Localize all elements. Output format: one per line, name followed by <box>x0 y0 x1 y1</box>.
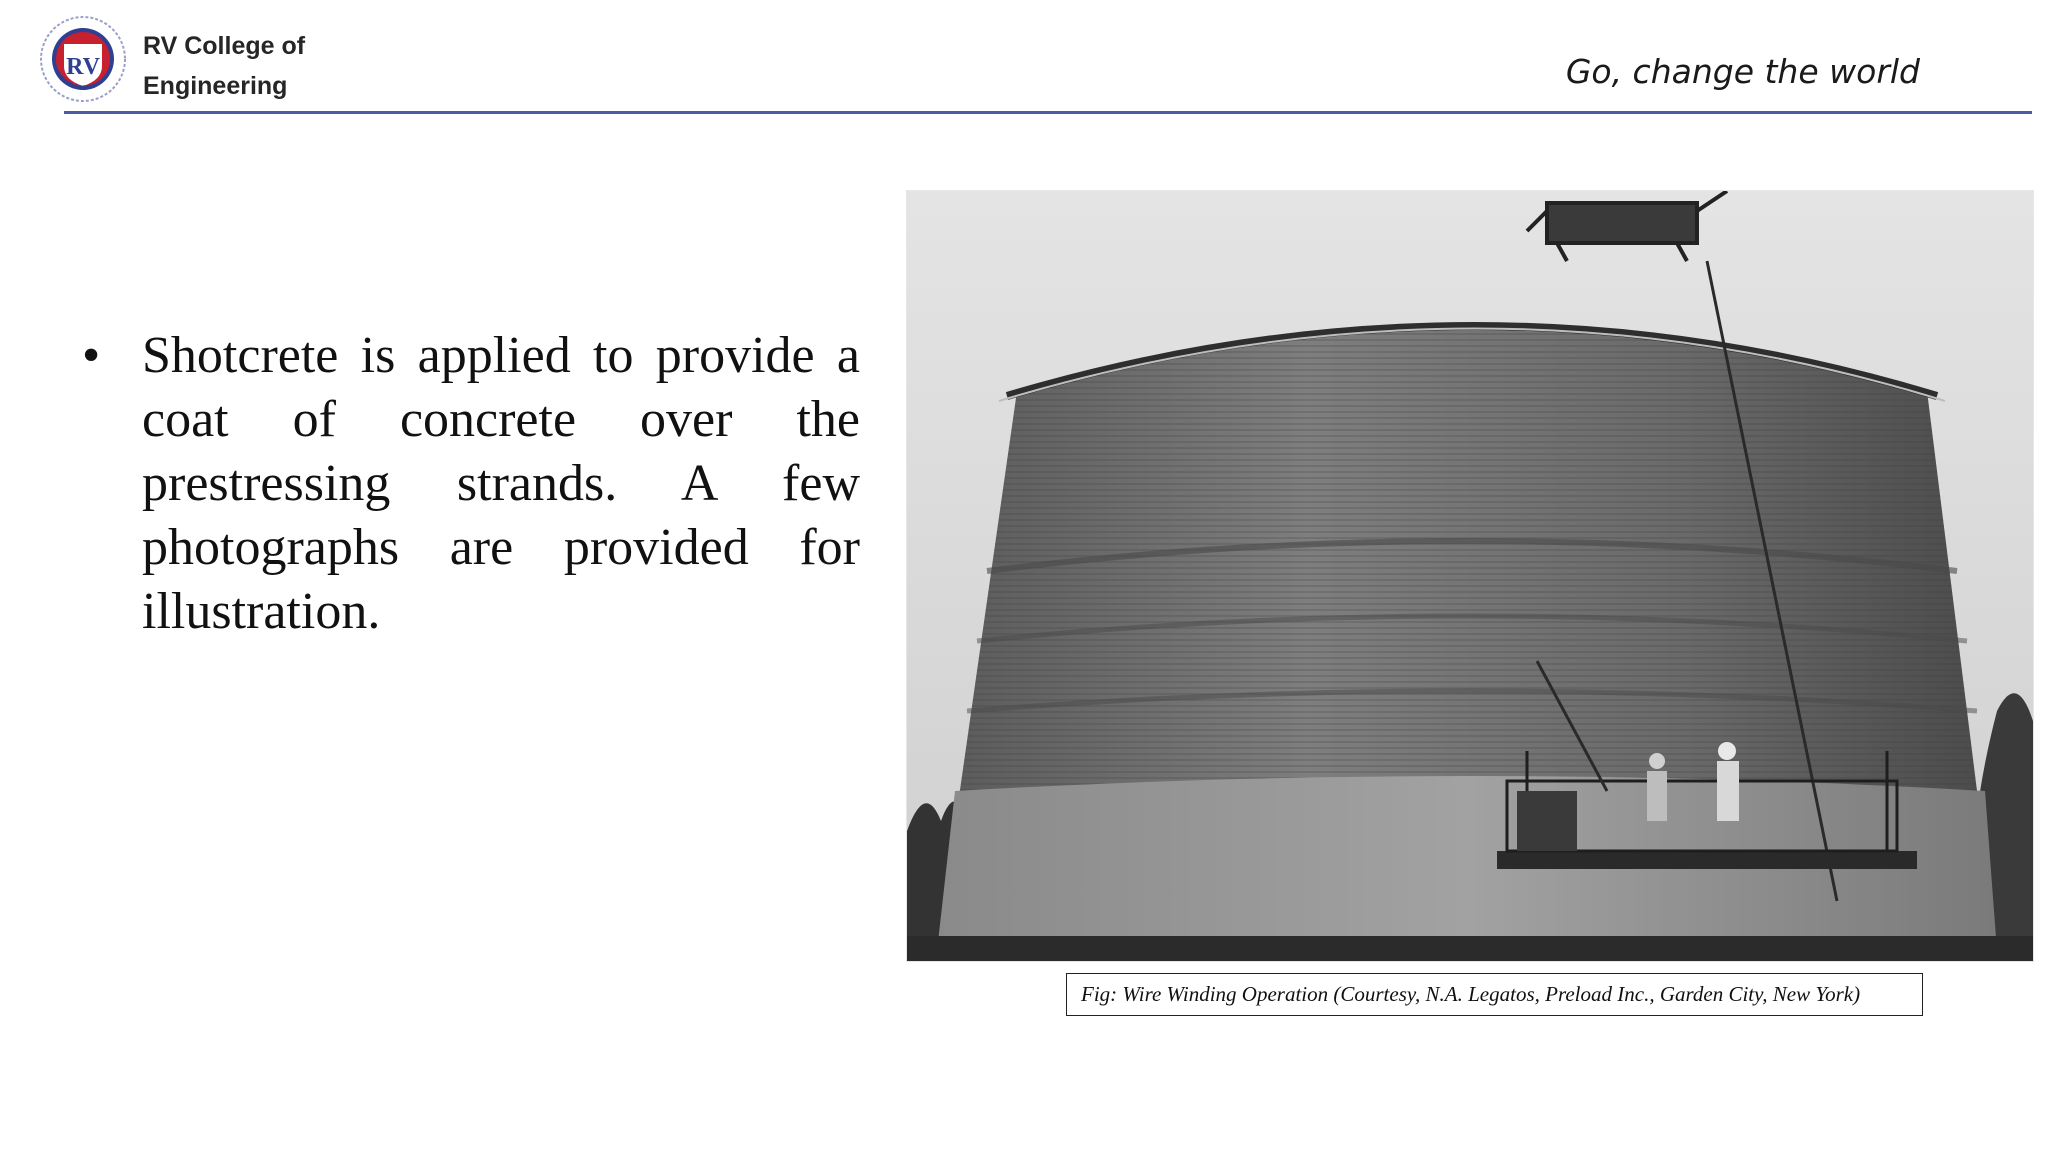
college-name-line2: Engineering <box>143 72 288 100</box>
bullet-item <box>80 324 860 644</box>
bullet-text: Shotcrete is applied to provide a coat of concrete over the prestressing strands. A few photographs are provided for illustration. <box>142 327 860 640</box>
figure-caption: Fig: Wire Winding Operation (Courtesy, N.A. Legatos, Preload Inc., Garden City, New York) <box>1066 973 1923 1016</box>
photo-ground <box>907 936 2033 961</box>
header-divider <box>64 111 2032 114</box>
logo-ring-text: INSTITUTIONS <box>53 69 98 93</box>
college-logo <box>38 14 128 104</box>
college-name-line1: RV College of <box>143 32 306 60</box>
tagline: Go, change the world <box>1565 52 1920 91</box>
logo-monogram: RV <box>66 54 100 80</box>
tank-photograph <box>906 190 2034 962</box>
college-name <box>143 26 403 106</box>
bullet-list <box>80 324 860 644</box>
bullet-dot-icon: • <box>82 327 101 384</box>
